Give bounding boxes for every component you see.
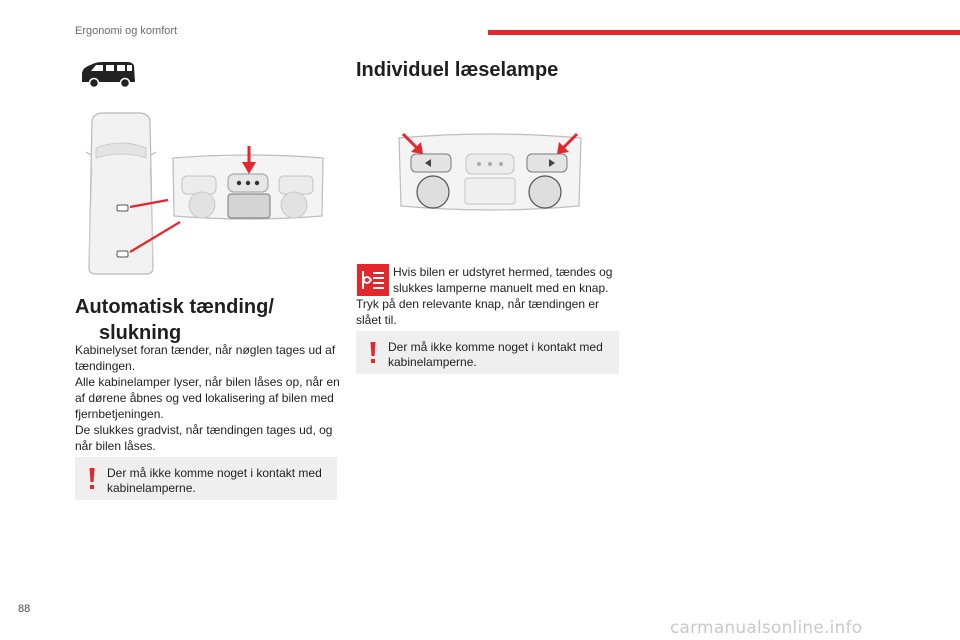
paragraph: Tryk på den relevante knap, når tændingen er slået til. bbox=[356, 297, 600, 327]
courtesy-lamp-illustration bbox=[78, 108, 328, 278]
warning-text: Der må ikke komme noget i kontakt med kabinelamperne. bbox=[107, 466, 322, 495]
title-line-2: slukning bbox=[99, 322, 182, 344]
section-header: Ergonomi og komfort bbox=[75, 25, 178, 37]
automatic-description bbox=[75, 342, 340, 454]
optional-equipment-icon bbox=[357, 264, 389, 296]
paragraph: Kabinelyset foran tænder, når nøglen tages ud af tændingen. bbox=[75, 343, 336, 373]
watermark: carmanualsonline.info bbox=[670, 618, 863, 638]
paragraph: Hvis bilen er udstyret hermed, tændes og slukkes lamperne manuelt med en knap. bbox=[393, 265, 613, 295]
warning-box bbox=[356, 331, 619, 374]
exclamation-warning-icon bbox=[88, 467, 96, 491]
paragraph: Alle kabinelamper lyser, når bilen låses op, når en af dørene åbnes og ved lokalisering af bilen med fjernbetjeningen. bbox=[75, 375, 340, 421]
header-accent-bar bbox=[488, 30, 960, 35]
page-title-automatic bbox=[75, 294, 335, 346]
van-side-icon bbox=[79, 60, 137, 90]
option-description bbox=[393, 264, 621, 296]
warning-text: Der må ikke komme noget i kontakt med kabinelamperne. bbox=[388, 340, 603, 369]
title-line-1: Automatisk tænding/ bbox=[75, 296, 274, 318]
exclamation-warning-icon bbox=[369, 341, 377, 365]
warning-box bbox=[75, 457, 337, 500]
section-title-reading-lamp: Individuel læselampe bbox=[356, 59, 559, 81]
page-number: 88 bbox=[18, 603, 31, 615]
reading-lamp-illustration bbox=[395, 128, 585, 218]
paragraph: De slukkes gradvist, når tændingen tages ud, og når bilen låses. bbox=[75, 423, 333, 453]
instruction-description bbox=[356, 296, 620, 328]
